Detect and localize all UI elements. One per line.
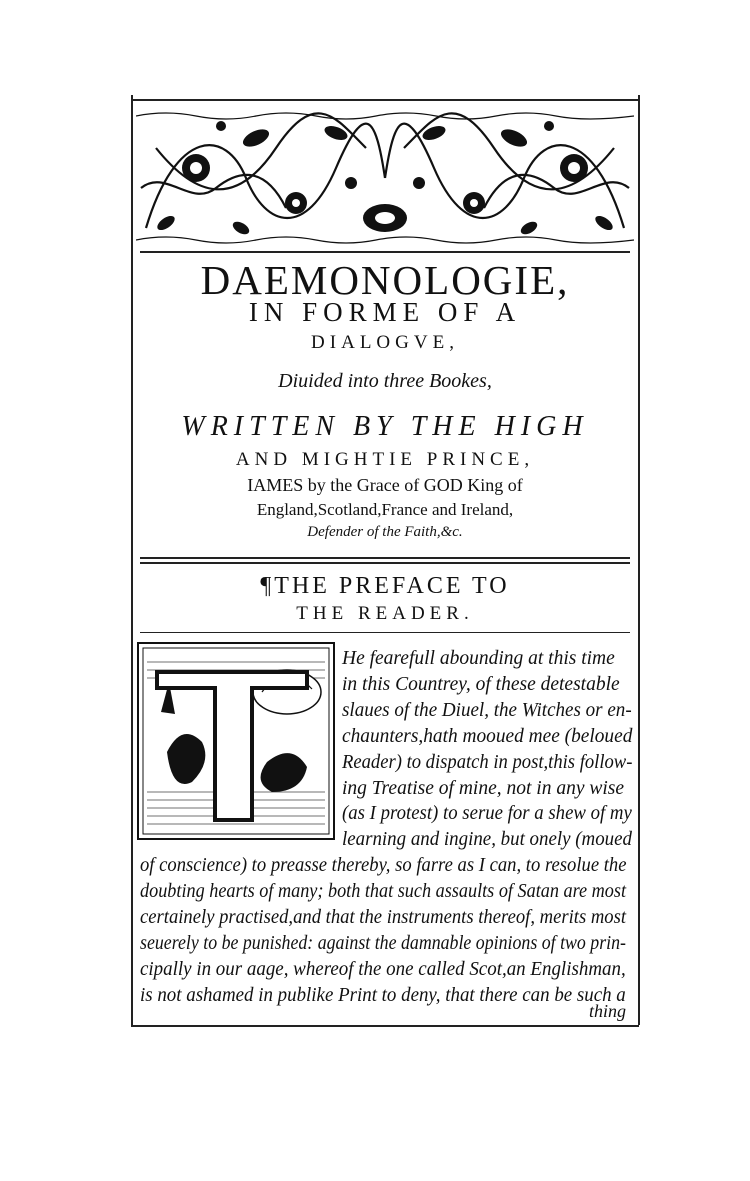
illuminated-initial-t [137, 642, 335, 840]
author-line-james: IAMES by the Grace of GOD King of [247, 475, 523, 495]
author-line-prince: AND MIGHTIE PRINCE, [235, 449, 535, 470]
left-margin-rule [131, 95, 133, 1027]
preface-line: doubting hearts of many; both that such assaults of Satan are most [140, 881, 627, 903]
ornament-bottom-rule [140, 251, 630, 253]
preface-line: Reader) to dispatch in post,this follow- [342, 751, 633, 773]
author-line-defender: Defender of the Faith,&c. [307, 524, 463, 540]
preface-line: He fearefull abounding at this time [342, 648, 615, 669]
bottom-rule [131, 1025, 639, 1027]
preface-line: is not ashamed in publike Print to deny, that there can be such a [140, 984, 626, 1006]
subtitle-forme: IN FORME OF A [248, 297, 522, 327]
subtitle-dialogue: DIALOGVE, [311, 332, 459, 353]
book-title: DAEMONOLOGIE, [200, 257, 570, 303]
top-rule [131, 99, 639, 101]
title-end-rule-1 [140, 557, 630, 559]
preface-line: slaues of the Diuel, the Witches or en- [342, 699, 632, 721]
preface-rule [140, 632, 630, 633]
preface-line: certainely practised,and that the instruments thereof, merits most [140, 907, 627, 928]
catchword: thing [588, 1001, 626, 1021]
preface-line: in this Countrey, of these detestable [342, 673, 620, 695]
title-end-rule-2 [140, 562, 630, 564]
preface-line: learning and ingine, but onely (moued [342, 829, 632, 851]
preface-line: seuerely to be punished: against the damnable opinions of two prin- [140, 932, 626, 954]
preface-line: ing Treatise of mine, not in any wise [342, 777, 625, 799]
preface-line: (as I protest) to serue for a shew of my [342, 803, 632, 825]
preface-heading: ¶THE PREFACE TO [260, 573, 510, 599]
preface-subheading: THE READER. [296, 603, 474, 624]
divided-note: Diuided into three Bookes, [278, 370, 492, 392]
author-line-realms: England,Scotland,France and Ireland, [256, 500, 514, 519]
right-margin-rule [638, 95, 640, 1025]
preface-line: cipally in our aage, whereof the one called Scot,an Englishman, [140, 958, 626, 980]
preface-line: chaunters,hath mooued mee (beloued [342, 725, 633, 747]
floral-headpiece-ornament [136, 108, 634, 248]
author-line-written: WRITTEN BY THE HIGH [181, 411, 589, 442]
preface-line: of conscience) to preasse thereby, so farre as I can, to resolue the [140, 855, 627, 877]
